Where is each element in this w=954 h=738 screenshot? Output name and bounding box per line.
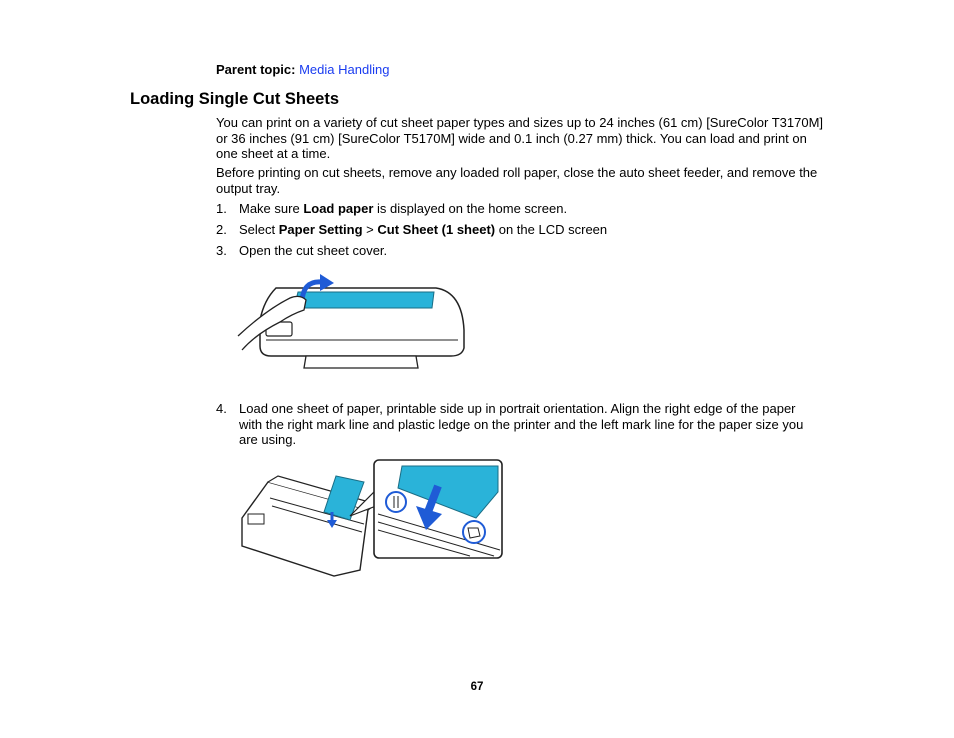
step-text: Open the cut sheet cover. <box>239 243 388 258</box>
parent-topic <box>216 62 389 77</box>
step-number: 1. <box>216 201 227 216</box>
printer-load-paper-icon <box>238 458 506 580</box>
step-text: Select Paper Setting > Cut Sheet (1 sheet) on the LCD screen <box>239 222 608 237</box>
parent-topic-label: Parent topic: <box>216 62 296 77</box>
step-number: 3. <box>216 243 227 258</box>
before-paragraph: Before printing on cut sheets, remove any loaded roll paper, close the auto sheet feeder, and remove the output tray. <box>216 165 818 196</box>
intro-paragraph: You can print on a variety of cut sheet paper types and sizes up to 24 inches (61 cm) [SureColor T3170M] or 36 inches (91 cm) [SureColor T5170M] wide and 0.1 inch (0.27 mm) thick. You can load and print on one sheet at a time. <box>216 115 824 161</box>
page-title: Loading Single Cut Sheets <box>130 90 340 108</box>
page-number: 67 <box>470 681 484 693</box>
parent-topic-link[interactable]: Media Handling <box>299 62 390 77</box>
step-number: 2. <box>216 222 227 237</box>
step-number: 4. <box>216 401 227 416</box>
step-text: Load one sheet of paper, printable side up in portrait orientation. Align the right edge of the paper with the right mark line and plastic ledge on the printer and the left mark line for the paper size you are using. <box>239 401 804 447</box>
printer-open-cover-icon <box>236 270 468 372</box>
step-text: Make sure Load paper is displayed on the home screen. <box>239 201 568 216</box>
